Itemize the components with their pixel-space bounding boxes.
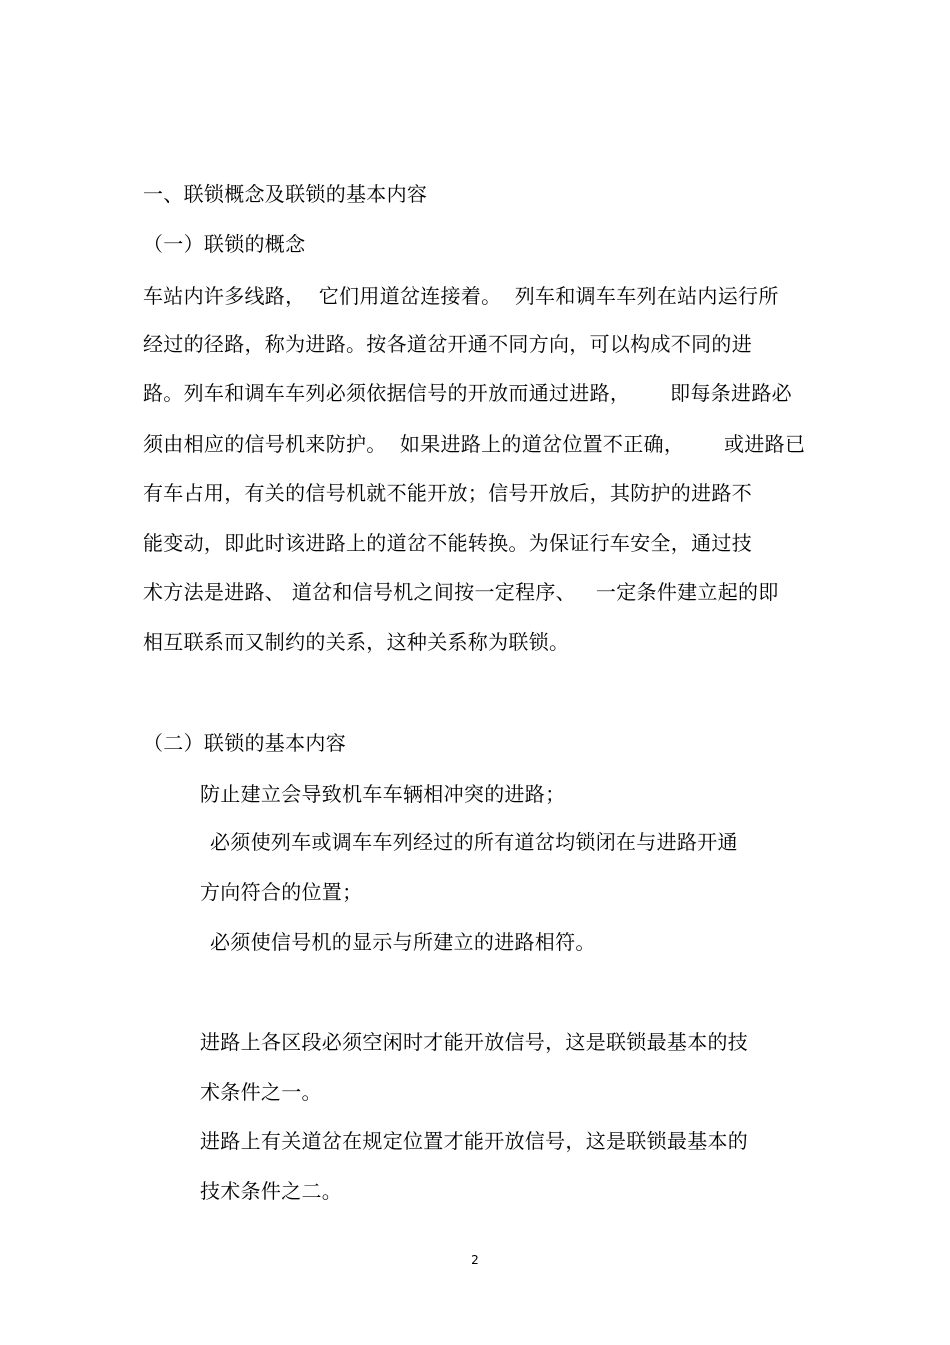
section-1-line-4: 须由相应的信号机来防护。 如果进路上的道岔位置不正确， 或进路已: [143, 432, 806, 456]
section-2-line-5: 进路上各区段必须空闲时才能开放信号，这是联锁最基本的技: [200, 1030, 749, 1054]
section-2-title: （二）联锁的基本内容: [143, 731, 346, 755]
section-2-line-7: 进路上有关道岔在规定位置才能开放信号，这是联锁最基本的: [200, 1129, 749, 1153]
page-number: 2: [471, 1253, 479, 1267]
main-heading: 一、联锁概念及联锁的基本内容: [143, 182, 428, 206]
section-2-line-6: 术条件之一。: [200, 1080, 322, 1104]
section-1-line-6: 能变动，即此时该进路上的道岔不能转换。为保证行车安全，通过技: [143, 531, 752, 555]
section-2-line-2: 必须使列车或调车车列经过的所有道岔均锁闭在与进路开通: [210, 830, 738, 854]
section-2-line-1: 防止建立会导致机车车辆相冲突的进路；: [200, 782, 566, 806]
section-1-line-3: 路。列车和调车车列必须依据信号的开放而通过进路， 即每条进路必: [143, 381, 792, 405]
section-2-line-8: 技术条件之二。: [200, 1179, 343, 1203]
section-1-line-5: 有车占用，有关的信号机就不能开放；信号开放后，其防护的进路不: [143, 481, 752, 505]
section-2-line-4: 必须使信号机的显示与所建立的进路相符。: [210, 930, 596, 954]
section-1-line-2: 经过的径路，称为进路。按各道岔开通不同方向，可以构成不同的进: [143, 332, 752, 356]
section-1-line-1: 车站内许多线路， 它们用道岔连接着。 列车和调车车列在站内运行所: [143, 284, 779, 308]
section-1-line-8: 相互联系而又制约的关系，这种关系称为联锁。: [143, 630, 570, 654]
section-1-line-7: 术方法是进路、 道岔和信号机之间按一定程序、 一定条件建立起的即: [143, 580, 779, 604]
section-2-line-3: 方向符合的位置；: [200, 880, 363, 904]
section-1-title: （一）联锁的概念: [143, 232, 306, 256]
